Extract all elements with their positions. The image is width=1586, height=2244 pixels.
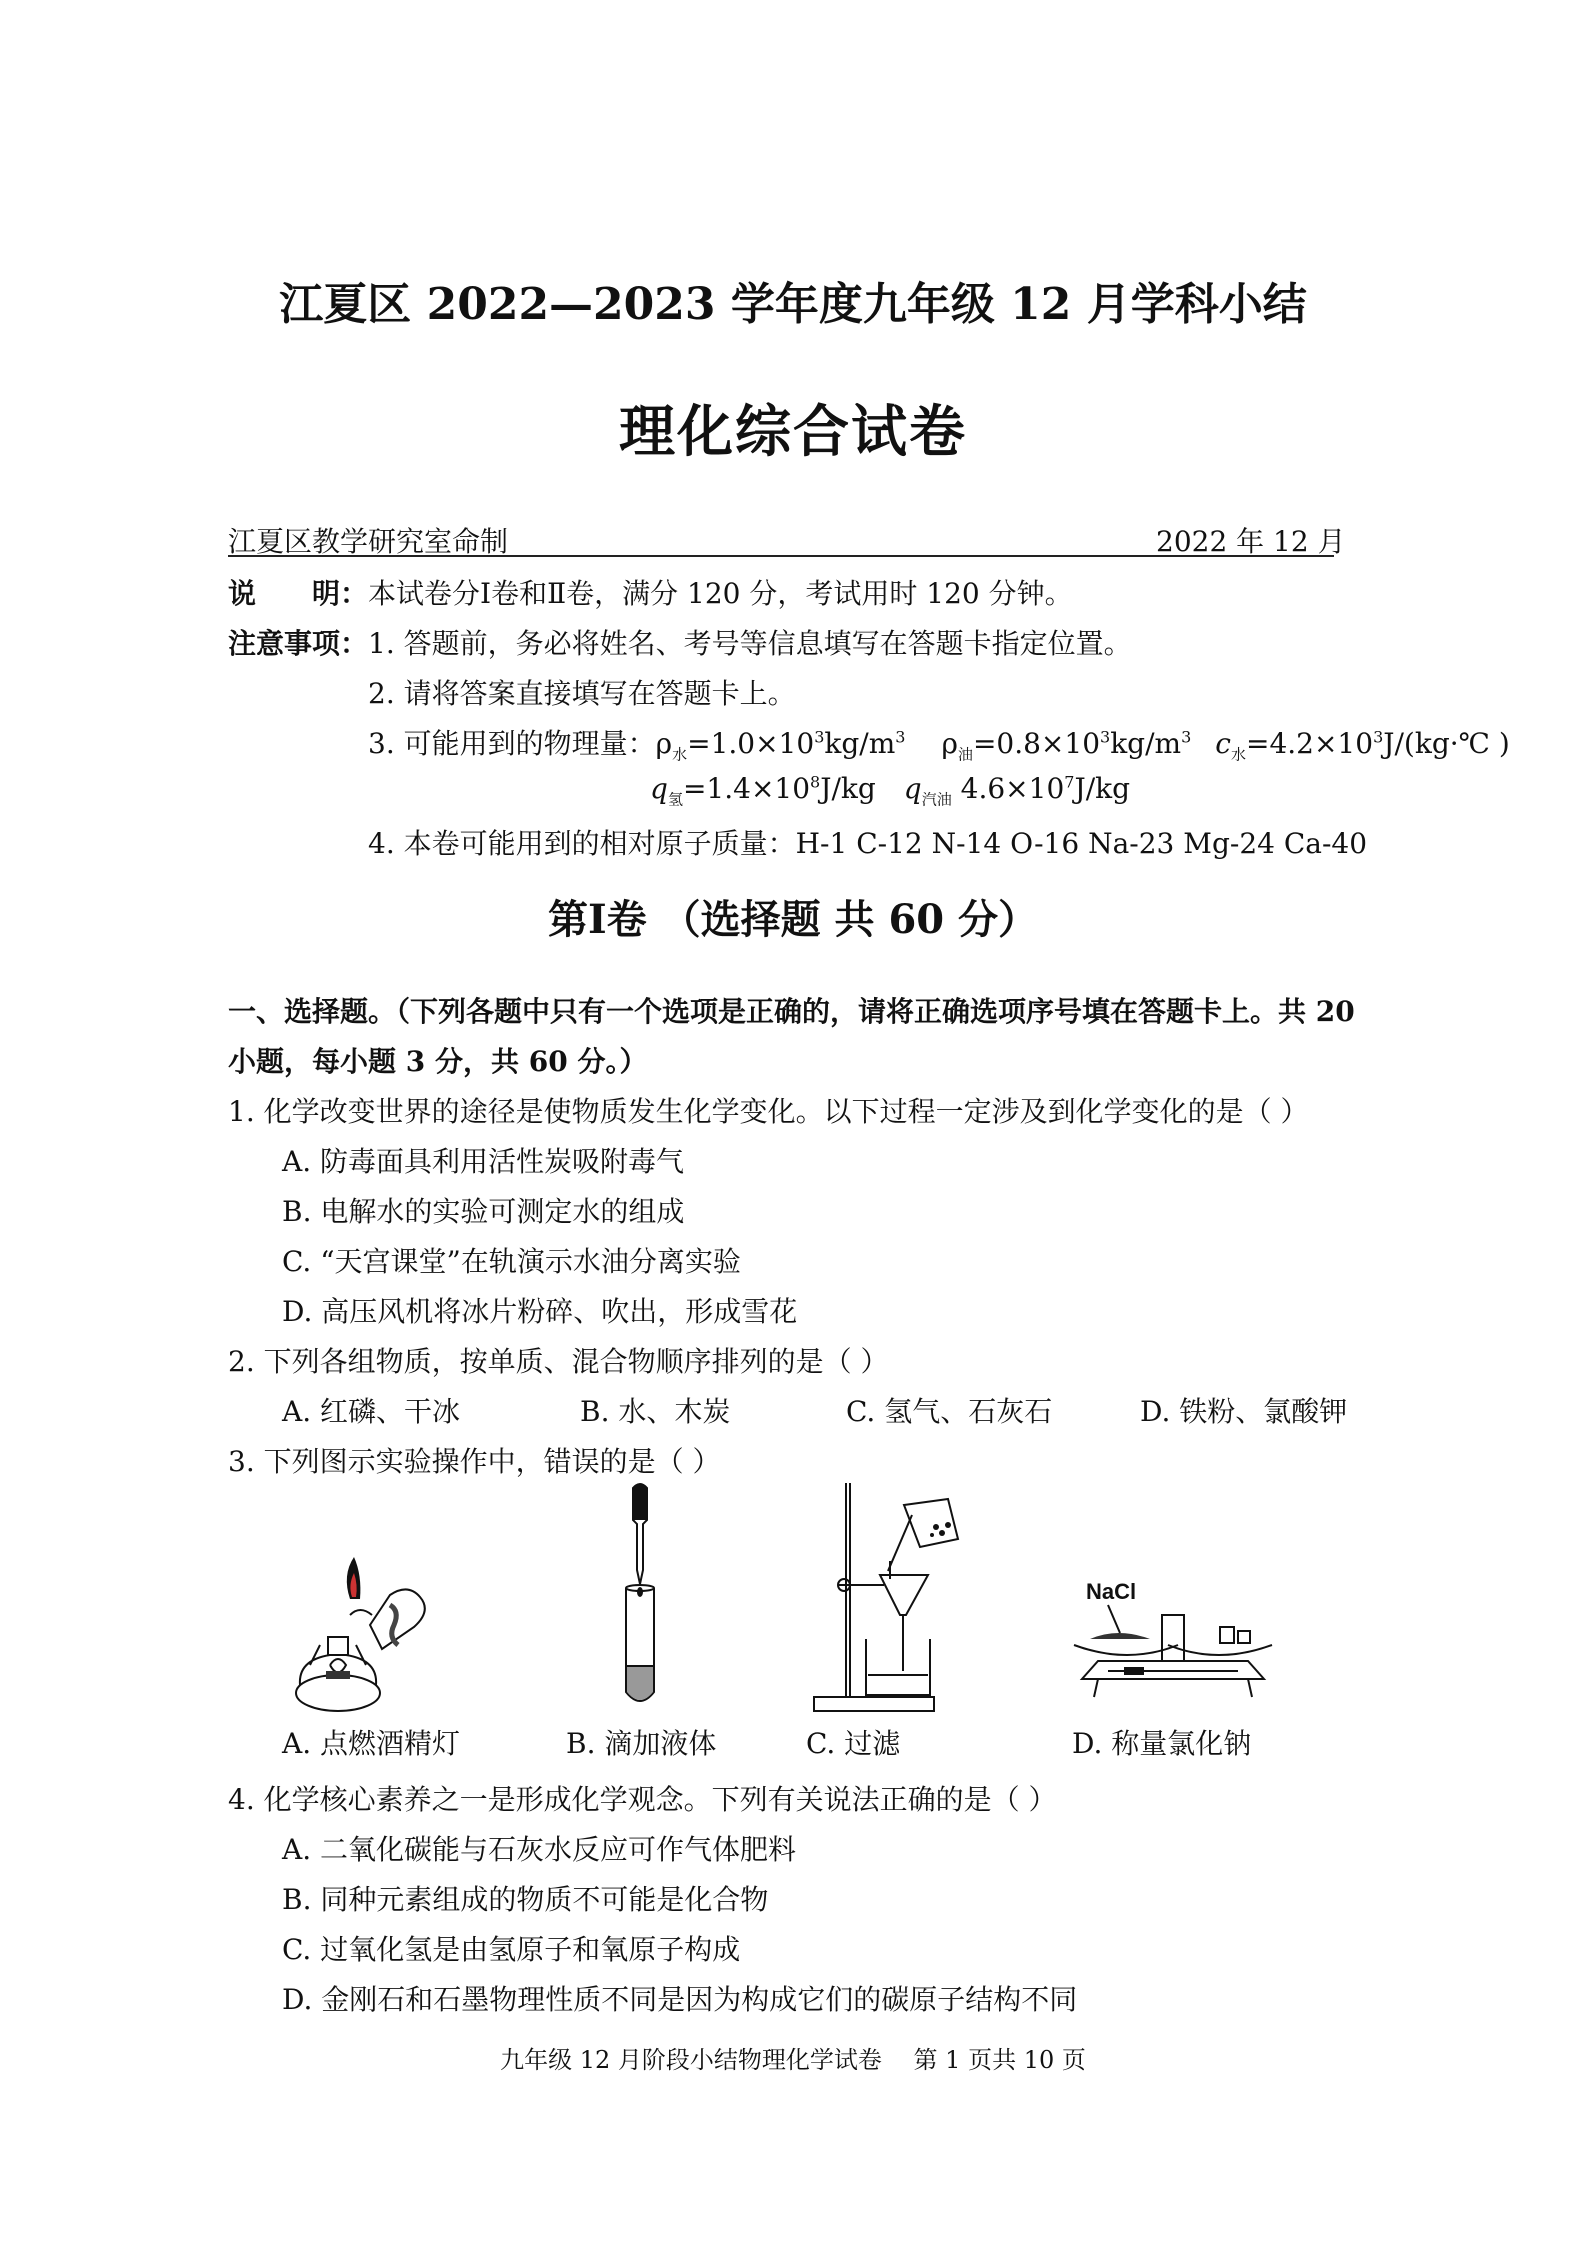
- question-1-option-d: D. 高压风机将冰片粉碎、吹出，形成雪花: [282, 1295, 798, 1328]
- exam-date: 2022 年 12 月: [1156, 525, 1346, 558]
- question-3-stem: 3. 下列图示实验操作中，错误的是（ ）: [228, 1445, 721, 1478]
- note-3-line-2: [650, 772, 1131, 809]
- dropper-test-tube-figure: [600, 1480, 680, 1715]
- question-4-stem: 4. 化学核心素养之一是形成化学观念。下列有关说法正确的是（ ）: [228, 1783, 1057, 1816]
- alcohol-lamp-figure: [290, 1545, 440, 1720]
- note-3-prefix: 3. 可能用到的物理量：: [368, 727, 656, 760]
- balance-figure: [1068, 1575, 1278, 1705]
- section-1-intro-line-1: 一、选择题。（下列各题中只有一个选项是正确的，请将正确选项序号填在答题卡上。共 20: [228, 995, 1355, 1028]
- author-label: 江夏区教学研究室命制: [228, 525, 509, 558]
- section-1-intro-line-2: 小题，每小题 3 分，共 60 分。）: [228, 1045, 648, 1078]
- notes-label: 注意事项：: [228, 627, 369, 660]
- question-3-option-d: D. 称量氯化钠: [1072, 1727, 1252, 1760]
- page-footer: 九年级 12 月阶段小结物理化学试卷 第 1 页共 10 页: [500, 2046, 1086, 2074]
- question-3-option-b: B. 滴加液体: [566, 1727, 717, 1760]
- rho-oil: $\rho_油=0.8\times 10^3kg/m^3$: [941, 727, 1192, 764]
- note-1: 1. 答题前，务必将姓名、考号等信息填写在答题卡指定位置。: [368, 627, 1132, 660]
- rho-water: $\rho_水=1.0\times 10^3kg/m^3$: [655, 727, 906, 764]
- c-water: $c_水=4.2\times 10^3J/(kg\cdot℃$ ): [1215, 727, 1510, 764]
- question-1-option-c: C. “天宫课堂”在轨演示水油分离实验: [282, 1245, 741, 1278]
- description-text: 本试卷分Ⅰ卷和Ⅱ卷，满分 120 分，考试用时 120 分钟。: [368, 577, 1073, 610]
- header-rule: [228, 555, 1334, 557]
- filtration-figure: [808, 1475, 983, 1715]
- question-3-option-c: C. 过滤: [806, 1727, 901, 1760]
- question-4-option-c: C. 过氧化氢是由氢原子和氧原子构成: [282, 1933, 741, 1966]
- question-1-stem: 1. 化学改变世界的途径是使物质发生化学变化。以下过程一定涉及到化学变化的是（ ）: [228, 1095, 1309, 1128]
- question-2-option-c: C. 氢气、石灰石: [846, 1395, 1053, 1428]
- exam-title: 江夏区 2022—2023 学年度九年级 12 月学科小结: [279, 279, 1307, 330]
- q-gasoline: $q_{汽油}$ $4.6\times 10^7J/kg$: [903, 772, 1131, 809]
- question-2-option-b: B. 水、木炭: [580, 1395, 731, 1428]
- question-4-option-a: A. 二氧化碳能与石灰水反应可作气体肥料: [282, 1833, 797, 1866]
- question-4-option-b: B. 同种元素组成的物质不可能是化合物: [282, 1883, 769, 1916]
- note-3: [368, 722, 1510, 762]
- q-hydrogen: $q_氢=1.4\times 10^8J/kg$: [650, 772, 876, 809]
- question-2-option-d: D. 铁粉、氯酸钾: [1140, 1395, 1348, 1428]
- section-1-title: 第Ⅰ卷 （选择题 共 60 分）: [547, 896, 1039, 943]
- question-1-option-b: B. 电解水的实验可测定水的组成: [282, 1195, 685, 1228]
- exam-subtitle: 理化综合试卷: [619, 399, 967, 465]
- description-label: 说 明：: [228, 577, 369, 610]
- question-1-option-a: A. 防毒面具利用活性炭吸附毒气: [282, 1145, 685, 1178]
- question-2-option-a: A. 红磷、干冰: [282, 1395, 461, 1428]
- question-4-option-d: D. 金刚石和石墨物理性质不同是因为构成它们的碳原子结构不同: [282, 1983, 1078, 2016]
- note-4: 4. 本卷可能用到的相对原子质量：H-1 C-12 N-14 O-16 Na-23 Mg-24 Ca-40: [368, 827, 1368, 860]
- question-3-option-a: A. 点燃酒精灯: [282, 1727, 461, 1760]
- description-line: [228, 572, 1073, 612]
- nacl-label: NaCl: [1086, 1579, 1137, 1604]
- question-2-stem: 2. 下列各组物质，按单质、混合物顺序排列的是（ ）: [228, 1345, 889, 1378]
- notes-line-1: [228, 622, 1132, 662]
- note-2: 2. 请将答案直接填写在答题卡上。: [368, 677, 796, 710]
